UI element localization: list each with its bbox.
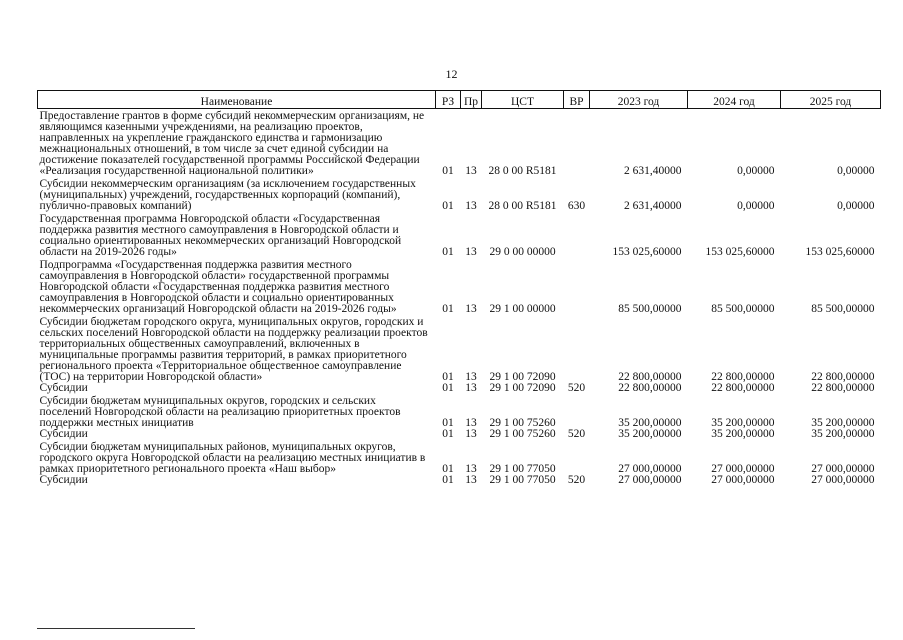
row-2024: 85 500,00000 (711, 303, 775, 315)
row-name: Государственная программа Новгородской области «Государственная поддержка развития местного самоуправления в Новгородской области и социально ориентированных некоммерческих организаций Новгородской области на 2019-2026 годы» (39, 213, 402, 258)
row-2023: 2 631,40000 (624, 200, 682, 212)
row-pr: 13 (465, 246, 477, 258)
row-vr: 520 (567, 474, 586, 486)
row-cst: 29 1 00 75260 (489, 417, 556, 429)
col-header-2023: 2023 год (590, 91, 688, 109)
row-pr: 13 (465, 303, 477, 315)
row-name: Подпрограмма «Государственная поддержка развития местного самоуправления в Новгородской области» государственной программы Новгородской области «Государственная поддержка развития местного самоуправления в Новгородской области и социально ориентированных некоммерческих организаций Новгородской области на 2019-2026 годы» (39, 259, 397, 315)
row-2024: 153 025,60000 (705, 246, 775, 258)
row-2025: 35 200,00000 (811, 417, 875, 429)
row-vr (564, 258, 590, 315)
col-header-cst: ЦСТ (482, 91, 564, 109)
budget-table (37, 90, 881, 486)
row-rz: 01 (442, 165, 454, 177)
row-pr: 13 (465, 417, 477, 429)
row-name: Субсидии (39, 382, 88, 394)
row-name: Субсидии (39, 474, 88, 486)
row-2024: 22 800,00000 (711, 371, 775, 383)
row-name: Субсидии (39, 428, 88, 440)
row-name: Субсидии бюджетам муниципальных округов, городских и сельских поселений Новгородской области на реализацию приоритетных проектов поддержки местных инициатив (39, 395, 401, 429)
row-cst: 29 1 00 72090 (489, 371, 556, 383)
row-pr: 13 (465, 382, 477, 394)
row-vr: 520 (567, 428, 586, 440)
row-2025: 22 800,00000 (811, 371, 875, 383)
page-number: 12 (445, 67, 458, 81)
row-pr: 13 (465, 200, 477, 212)
row-vr (564, 109, 590, 178)
row-cst: 29 1 00 77050 (489, 474, 556, 486)
row-2024: 35 200,00000 (711, 417, 775, 429)
row-pr: 13 (465, 165, 477, 177)
row-name: Субсидии бюджетам муниципальных районов, муниципальных округов, городского округа Новгородской области на реализацию местных инициатив в рамках приоритетного регионального проекта «Наш выбор» (39, 441, 426, 475)
row-rz: 01 (442, 463, 454, 475)
row-2025: 153 025,60000 (805, 246, 875, 258)
row-cst: 28 0 00 R5181 (488, 200, 557, 212)
row-2025: 0,00000 (837, 200, 875, 212)
row-2023: 27 000,00000 (618, 474, 682, 486)
row-vr (564, 212, 590, 258)
table-row (38, 383, 881, 394)
row-rz: 01 (442, 200, 454, 212)
row-rz: 01 (442, 382, 454, 394)
row-2024: 0,00000 (737, 165, 775, 177)
row-2024: 22 800,00000 (711, 382, 775, 394)
row-2023: 27 000,00000 (618, 463, 682, 475)
row-name: Субсидии некоммерческим организациям (за исключением государственных (муниципальных) учреждений, государственных корпораций (компаний), публично-правовых компаний) (39, 178, 416, 212)
row-rz: 01 (442, 303, 454, 315)
row-name: Субсидии бюджетам городского округа, муниципальных округов, городских и сельских поселений Новгородской области на поддержку реализации проектов территориальных общественных самоуправлений, включенных в муниципальные программы развития территорий, в рамках приоритетного регионального проекта «Территориальное общественное самоуправление (ТОС) на территории Новгородской области» (39, 316, 428, 383)
row-2025: 27 000,00000 (811, 474, 875, 486)
row-pr: 13 (465, 474, 477, 486)
row-2023: 35 200,00000 (618, 428, 682, 440)
row-2024: 0,00000 (737, 200, 775, 212)
row-cst: 28 0 00 R5181 (488, 165, 557, 177)
table-row (38, 212, 881, 258)
col-header-name: Наименование (38, 91, 436, 109)
row-vr: 630 (567, 200, 586, 212)
row-rz: 01 (442, 246, 454, 258)
row-cst: 29 1 00 75260 (489, 428, 556, 440)
row-rz: 01 (442, 474, 454, 486)
table-row (38, 440, 881, 475)
row-vr (564, 394, 590, 429)
row-vr (564, 440, 590, 475)
row-2023: 85 500,00000 (618, 303, 682, 315)
footnote-divider (37, 628, 195, 629)
table-row (38, 429, 881, 440)
row-cst: 29 0 00 00000 (489, 246, 556, 258)
row-cst: 29 1 00 77050 (489, 463, 556, 475)
row-vr (564, 315, 590, 383)
row-vr: 520 (567, 382, 586, 394)
col-header-2024: 2024 год (688, 91, 781, 109)
row-2025: 27 000,00000 (811, 463, 875, 475)
table-row (38, 258, 881, 315)
row-rz: 01 (442, 417, 454, 429)
row-2025: 85 500,00000 (811, 303, 875, 315)
row-pr: 13 (465, 371, 477, 383)
row-rz: 01 (442, 428, 454, 440)
row-pr: 13 (465, 428, 477, 440)
table-header-row (38, 91, 881, 109)
row-cst: 29 1 00 00000 (489, 303, 556, 315)
row-2025: 22 800,00000 (811, 382, 875, 394)
row-2023: 35 200,00000 (618, 417, 682, 429)
row-2024: 27 000,00000 (711, 474, 775, 486)
row-2023: 153 025,60000 (612, 246, 682, 258)
row-2025: 0,00000 (837, 165, 875, 177)
col-header-rz: РЗ (436, 91, 461, 109)
row-2025: 35 200,00000 (811, 428, 875, 440)
table-row (38, 177, 881, 212)
col-header-vr: ВР (564, 91, 590, 109)
row-2024: 27 000,00000 (711, 463, 775, 475)
row-name: Предоставление грантов в форме субсидий некоммерческим организациям, не являющимся казенными учреждениями, на реализацию проектов, направленных на укрепление гражданского единства и гармонизацию межнациональных отношений, в том числе за счет единой субсидии на достижение показателей государственной программы Российской Федерации «Реализация государственной национальной политики» (39, 110, 425, 177)
row-cst: 29 1 00 72090 (489, 382, 556, 394)
row-rz: 01 (442, 371, 454, 383)
row-2023: 2 631,40000 (624, 165, 682, 177)
col-header-pr: Пр (461, 91, 482, 109)
table-row (38, 315, 881, 383)
table-row (38, 109, 881, 178)
row-pr: 13 (465, 463, 477, 475)
row-2024: 35 200,00000 (711, 428, 775, 440)
col-header-2025: 2025 год (781, 91, 881, 109)
row-2023: 22 800,00000 (618, 382, 682, 394)
row-2023: 22 800,00000 (618, 371, 682, 383)
table-row (38, 394, 881, 429)
table-row (38, 475, 881, 486)
